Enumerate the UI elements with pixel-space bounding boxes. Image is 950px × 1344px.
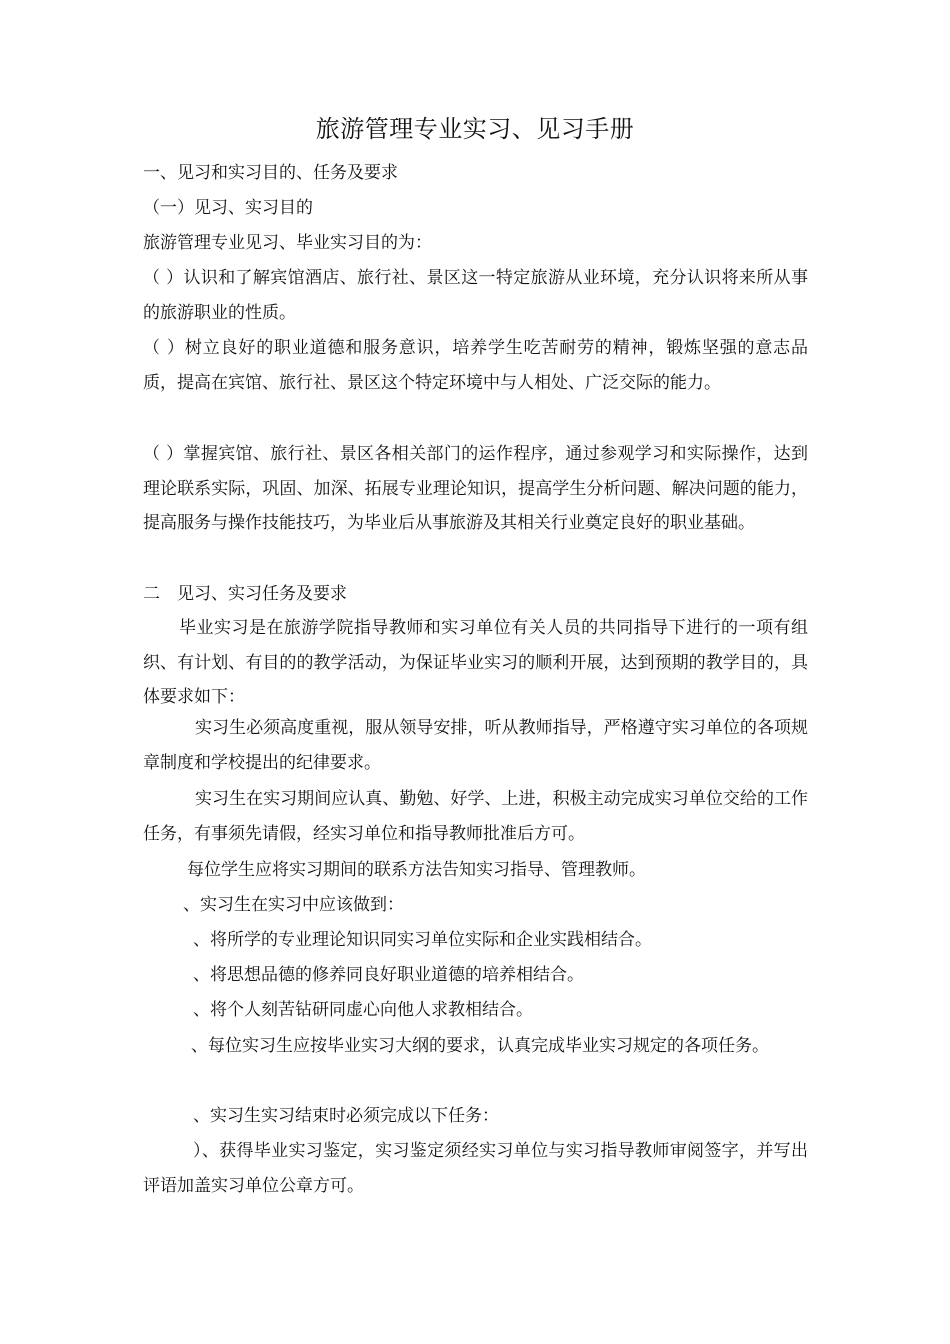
paragraph: （ ）树立良好的职业道德和服务意识，培养学生吃苦耐劳的精神，锻炼坚强的意志品质，提高在宾馆、旅行社、景区这个特定环境中与人相处、广泛交际的能力。	[143, 338, 808, 393]
document-title: 旅游管理专业实习、见习手册	[315, 115, 635, 143]
paragraph: 、将思想品德的修养同良好职业道德的培养相结合。	[193, 965, 584, 985]
paragraph: 、将所学的专业理论知识同实习单位实际和企业实践相结合。	[193, 930, 652, 950]
paragraph: 毕业实习是在旅游学院指导教师和实习单位有关人员的共同指导下进行的一项有组织、有计划、有目的的教学活动，为保证毕业实习的顺利开展，达到预期的教学目的，具体要求如下：	[143, 618, 808, 707]
section-heading: 二 见习、实习任务及要求	[143, 584, 347, 604]
paragraph: 、将个人刻苦钻研同虚心向他人求教相结合。	[193, 1000, 533, 1020]
paragraph: ）、获得毕业实习鉴定，实习鉴定须经实习单位与实习指导教师审阅签字，并写出评语加盖实习单位公章方可。	[143, 1141, 808, 1196]
paragraph: （ ）掌握宾馆、旅行社、景区各相关部门的运作程序，通过参观学习和实际操作，达到理论联系实际，巩固、加深、拓展专业理论知识，提高学生分析问题、解决问题的能力，提高服务与操作技能技巧，为毕业后从事旅游及其相关行业奠定良好的职业基础。	[143, 444, 808, 533]
paragraph: 、每位实习生应按毕业实习大纲的要求，认真完成毕业实习规定的各项任务。	[191, 1036, 769, 1056]
paragraph: 、实习生实习结束时必须完成以下任务：	[193, 1106, 499, 1126]
paragraph: 、实习生在实习中应该做到：	[183, 895, 404, 915]
paragraph: 每位学生应将实习期间的联系方法告知实习指导、管理教师。	[187, 860, 646, 880]
section-heading: 一、见习和实习目的、任务及要求	[143, 163, 398, 183]
paragraph: 实习生必须高度重视，服从领导安排，听从教师指导，严格遵守实习单位的各项规章制度和学校提出的纪律要求。	[143, 718, 808, 773]
paragraph: 旅游管理专业见习、毕业实习目的为：	[143, 233, 432, 253]
subsection-heading: （一）见习、实习目的	[143, 198, 313, 218]
paragraph: （ ）认识和了解宾馆酒店、旅行社、景区这一特定旅游从业环境，充分认识将来所从事的旅游职业的性质。	[143, 268, 808, 323]
paragraph: 实习生在实习期间应认真、勤勉、好学、上进，积极主动完成实习单位交给的工作任务，有事须先请假，经实习单位和指导教师批准后方可。	[143, 789, 808, 844]
